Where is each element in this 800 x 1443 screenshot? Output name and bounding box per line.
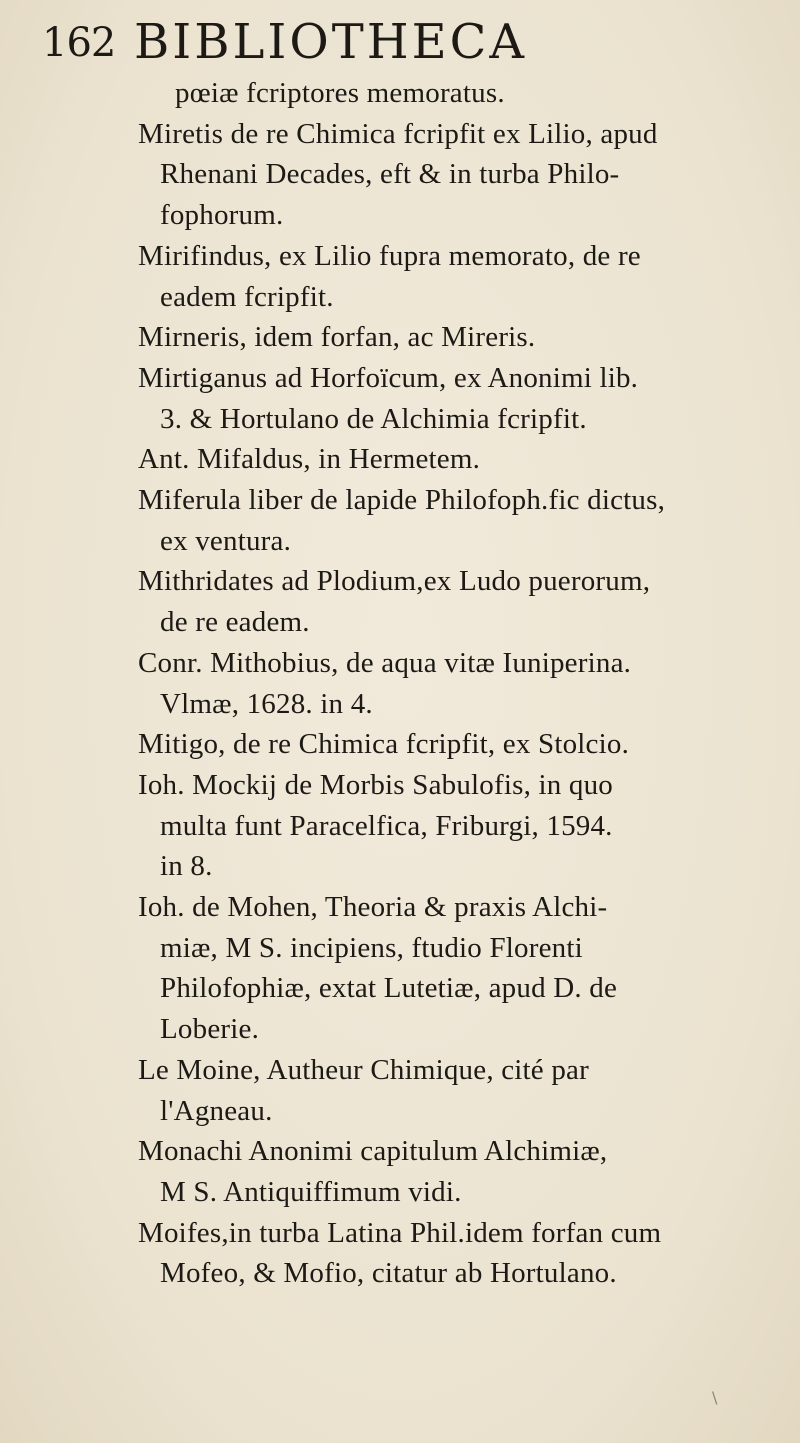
entry-continuation-line: in 8. xyxy=(160,850,213,883)
entry-continuation-line: Loberie. xyxy=(160,1013,260,1046)
margin-mark: \ xyxy=(712,1388,718,1407)
entry-first-line: Moifes,in turba Latina Phil.idem forfan cum xyxy=(138,1216,662,1249)
entry-first-line: Ioh. Mockij de Morbis Sabulofis, in quo xyxy=(138,768,614,801)
entry-continuation-line: Rhenani Decades, eft & in turba Philo- xyxy=(160,158,620,191)
entry-continuation-line: Philofophiæ, extat Lutetiæ, apud D. de xyxy=(160,972,618,1005)
entry-continuation-line: Vlmæ, 1628. in 4. xyxy=(160,687,373,720)
entry-continuation-line: l'Agneau. xyxy=(160,1094,273,1127)
entry-continuation-line: M S. Antiquiffimum vidi. xyxy=(160,1175,462,1208)
entry-first-line: Miferula liber de lapide Philofoph.fic dictus, xyxy=(138,484,666,516)
entry-continuation-line: ex ventura. xyxy=(160,524,292,557)
page-header xyxy=(42,14,742,74)
entry-first-line: Mitigo, de re Chimica fcripfit, ex Stolcio. xyxy=(138,728,630,761)
running-head: BIBLIOTHECA xyxy=(134,14,527,70)
entry-continuation-line: 3. & Hortulano de Alchimia fcripfit. xyxy=(160,402,587,435)
entry-continuation-line: miæ, M S. incipiens, ftudio Florenti xyxy=(160,931,583,964)
entry-first-line: Mithridates ad Plodium,ex Ludo puerorum, xyxy=(138,565,651,598)
entry-first-line: Mirifindus, ex Lilio fupra memorato, de re xyxy=(138,239,641,272)
page-number: 162 xyxy=(42,20,116,66)
entry-continuation-line: fophorum. xyxy=(160,199,284,232)
entry-first-line: Monachi Anonimi capitulum Alchimiæ, xyxy=(138,1135,608,1168)
entry-continuation-line: Mofeo, & Mofio, citatur ab Hortulano. xyxy=(160,1257,617,1290)
entry-first-line: Mirtiganus ad Horfoïcum, ex Anonimi lib. xyxy=(138,361,639,394)
entry-first-line: Mirneris, idem forfan, ac Mireris. xyxy=(138,321,536,354)
entry-first-line: Le Moine, Autheur Chimique, cité par xyxy=(138,1053,589,1086)
entry-continuation-line: eadem fcripfit. xyxy=(160,280,334,313)
entry-continuation-line: de re eadem. xyxy=(160,606,310,639)
entry-continuation-line: pœiæ fcriptores memoratus. xyxy=(175,77,505,109)
entry-first-line: Conr. Mithobius, de aqua vitæ Iuniperina. xyxy=(138,646,632,679)
entry-first-line: Ant. Mifaldus, in Hermetem. xyxy=(138,443,481,476)
entry-continuation-line: multa funt Paracelfica, Friburgi, 1594. xyxy=(160,809,613,842)
entry-first-line: Miretis de re Chimica fcripfit ex Lilio, apud xyxy=(138,117,658,150)
entry-first-line: Ioh. de Mohen, Theoria & praxis Alchi- xyxy=(138,891,608,923)
